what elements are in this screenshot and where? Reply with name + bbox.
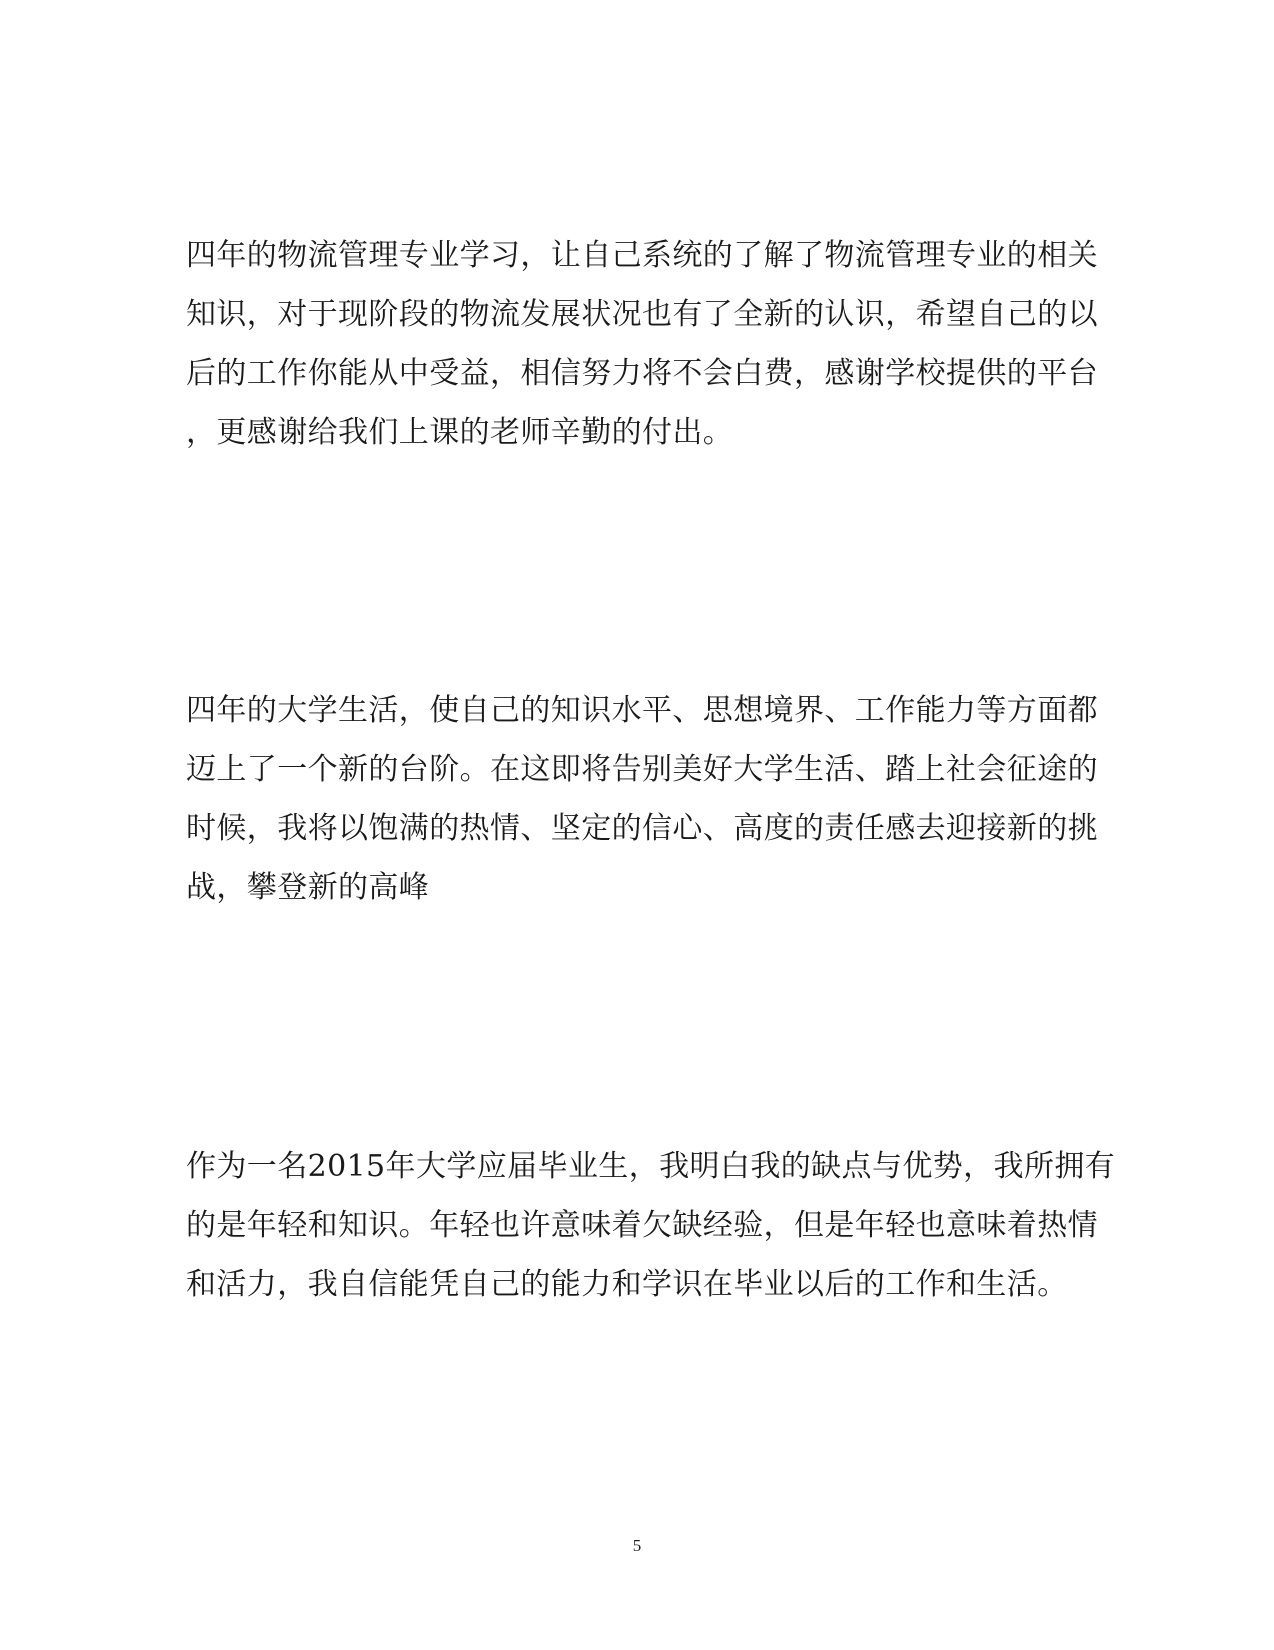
paragraph-graduate-self-assessment	[186, 1137, 1116, 1314]
paragraph-line: 四年的大学生活，使自己的知识水平、思想境界、工作能力等方面都	[186, 693, 1098, 728]
paragraph-line: 迈上了一个新的台阶。在这即将告别美好大学生活、踏上社会征途的	[186, 752, 1098, 787]
paragraph-line: 知识，对于现阶段的物流发展状况也有了全新的认识，希望自己的以	[186, 297, 1098, 332]
paragraph-line: 四年的物流管理专业学习，让自己系统的了解了物流管理专业的相关	[186, 238, 1098, 273]
paragraph-line: ，更感谢给我们上课的老师辛勤的付出。	[186, 415, 734, 450]
paragraph-line: 后的工作你能从中受益，相信努力将不会白费，感谢学校提供的平台	[186, 356, 1098, 391]
page-number: 5	[632, 1536, 642, 1555]
paragraph-line: 作为一名2015年大学应届毕业生，我明白我的缺点与优势，我所拥有	[186, 1149, 1116, 1184]
paragraph-line: 的是年轻和知识。年轻也许意味着欠缺经验，但是年轻也意味着热情	[186, 1208, 1098, 1243]
paragraph-line: 战，攀登新的高峰	[186, 870, 430, 905]
paragraph-line: 和活力，我自信能凭自己的能力和学识在毕业以后的工作和生活。	[186, 1267, 1068, 1302]
paragraph-logistics-study	[186, 226, 1098, 462]
paragraph-university-life	[186, 681, 1098, 917]
paragraph-line: 时候，我将以饱满的热情、坚定的信心、高度的责任感去迎接新的挑	[186, 811, 1098, 846]
